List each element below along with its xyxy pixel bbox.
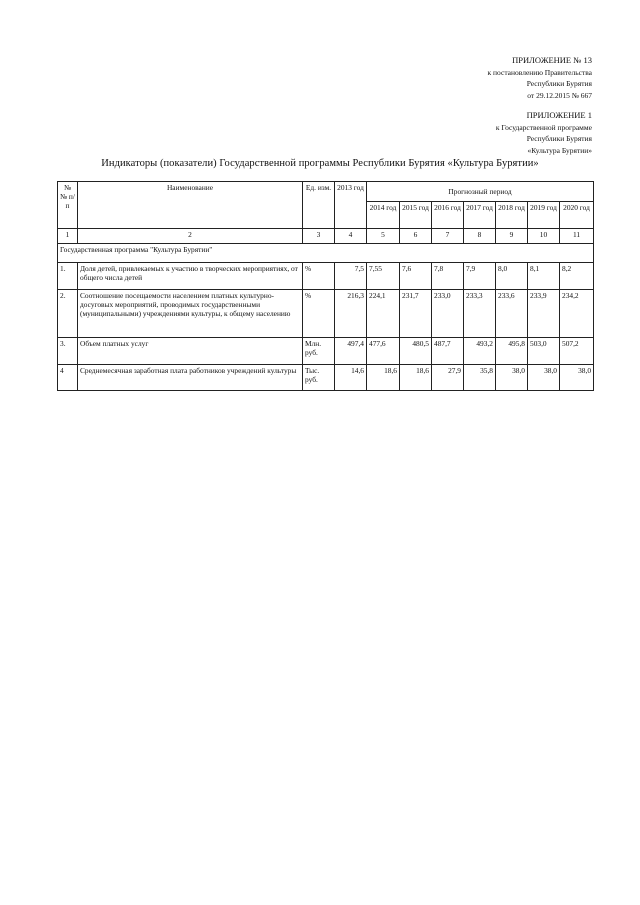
row-name: Доля детей, привлекаемых к участию в творческих мероприятиях, от общего числа детей [78, 263, 303, 290]
row-value: 495,8 [496, 338, 528, 365]
row-value: 507,2 [560, 338, 594, 365]
row-value: 7,55 [367, 263, 400, 290]
row-value: 38,0 [528, 365, 560, 391]
row-base-value: 216,3 [335, 290, 367, 338]
row-value: 27,9 [432, 365, 464, 391]
column-number: 1 [58, 229, 78, 244]
row-name: Среднемесячная заработная плата работников учреждений культуры [78, 365, 303, 391]
column-number: 10 [528, 229, 560, 244]
row-num: 3. [58, 338, 78, 365]
appendix-13-line: от 29.12.2015 № 667 [527, 90, 592, 100]
header-year: 2016 год [432, 202, 464, 229]
appendix-13-header [488, 55, 592, 101]
appendix-13-line: к постановлению Правительства [487, 67, 592, 77]
row-value: 480,5 [400, 338, 432, 365]
appendix-1-line: «Культура Бурятии» [527, 145, 592, 155]
header-unit: Ед. изм. [303, 182, 335, 229]
row-value: 7,6 [400, 263, 432, 290]
appendix-1-line: к Государственной программе [495, 122, 592, 132]
row-num: 4 [58, 365, 78, 391]
header-base-year: 2013 год [335, 182, 367, 229]
appendix-1-line: Республики Бурятия [526, 134, 592, 143]
row-value: 477,6 [367, 338, 400, 365]
appendix-1-header [496, 110, 592, 156]
row-num: 2. [58, 290, 78, 338]
header-num: № № п/п [58, 182, 78, 229]
row-name: Соотношение посещаемости населением платных культурно-досуговых мероприятий, проводимых государственными (муниципальными) учреждениями культуры, к общему населению [78, 290, 303, 338]
row-base-value: 14,6 [335, 365, 367, 391]
row-value: 233,9 [528, 290, 560, 338]
row-value: 224,1 [367, 290, 400, 338]
row-value: 38,0 [496, 365, 528, 391]
row-unit: Тыс. руб. [303, 365, 335, 391]
header-year: 2020 год [560, 202, 594, 229]
row-value: 7,9 [464, 263, 496, 290]
row-value: 493,2 [464, 338, 496, 365]
column-number: 4 [335, 229, 367, 244]
row-value: 233,3 [464, 290, 496, 338]
header-year: 2015 год [400, 202, 432, 229]
header-forecast: Прогнозный период [367, 182, 594, 202]
column-number: 6 [400, 229, 432, 244]
column-number: 11 [560, 229, 594, 244]
row-value: 8,2 [560, 263, 594, 290]
appendix-1-title: ПРИЛОЖЕНИЕ 1 [526, 110, 592, 120]
column-number: 8 [464, 229, 496, 244]
row-value: 8,1 [528, 263, 560, 290]
header-year: 2014 год [367, 202, 400, 229]
table-row [58, 338, 594, 365]
table-header-row [58, 182, 594, 202]
row-name: Объем платных услуг [78, 338, 303, 365]
column-number: 5 [367, 229, 400, 244]
column-number: 3 [303, 229, 335, 244]
column-numbers-row [58, 229, 594, 244]
row-value: 503,0 [528, 338, 560, 365]
header-year: 2019 год [528, 202, 560, 229]
appendix-13-title: ПРИЛОЖЕНИЕ № 13 [512, 55, 592, 65]
table-row [58, 365, 594, 391]
indicators-table [57, 181, 594, 391]
row-num: 1. [58, 263, 78, 290]
row-unit: % [303, 290, 335, 338]
row-value: 233,0 [432, 290, 464, 338]
row-value: 233,6 [496, 290, 528, 338]
row-value: 18,6 [367, 365, 400, 391]
document-title: Индикаторы (показатели) Государственной программы Республики Бурятия «Культура Бурятии» [101, 158, 539, 169]
program-row [58, 244, 594, 263]
header-year: 2017 год [464, 202, 496, 229]
column-number: 9 [496, 229, 528, 244]
row-value: 231,7 [400, 290, 432, 338]
header-year: 2018 год [496, 202, 528, 229]
row-value: 7,8 [432, 263, 464, 290]
row-value: 35,8 [464, 365, 496, 391]
appendix-13-line: Республики Бурятия [526, 79, 592, 88]
program-name: Государственная программа "Культура Бурятии" [58, 244, 594, 263]
row-value: 38,0 [560, 365, 594, 391]
row-unit: % [303, 263, 335, 290]
column-number: 2 [78, 229, 303, 244]
table-row [58, 263, 594, 290]
row-base-value: 7,5 [335, 263, 367, 290]
row-value: 487,7 [432, 338, 464, 365]
row-value: 234,2 [560, 290, 594, 338]
table-row [58, 290, 594, 338]
row-value: 8,0 [496, 263, 528, 290]
row-base-value: 497,4 [335, 338, 367, 365]
column-number: 7 [432, 229, 464, 244]
row-value: 18,6 [400, 365, 432, 391]
header-name: Наименование [78, 182, 303, 229]
row-unit: Млн. руб. [303, 338, 335, 365]
